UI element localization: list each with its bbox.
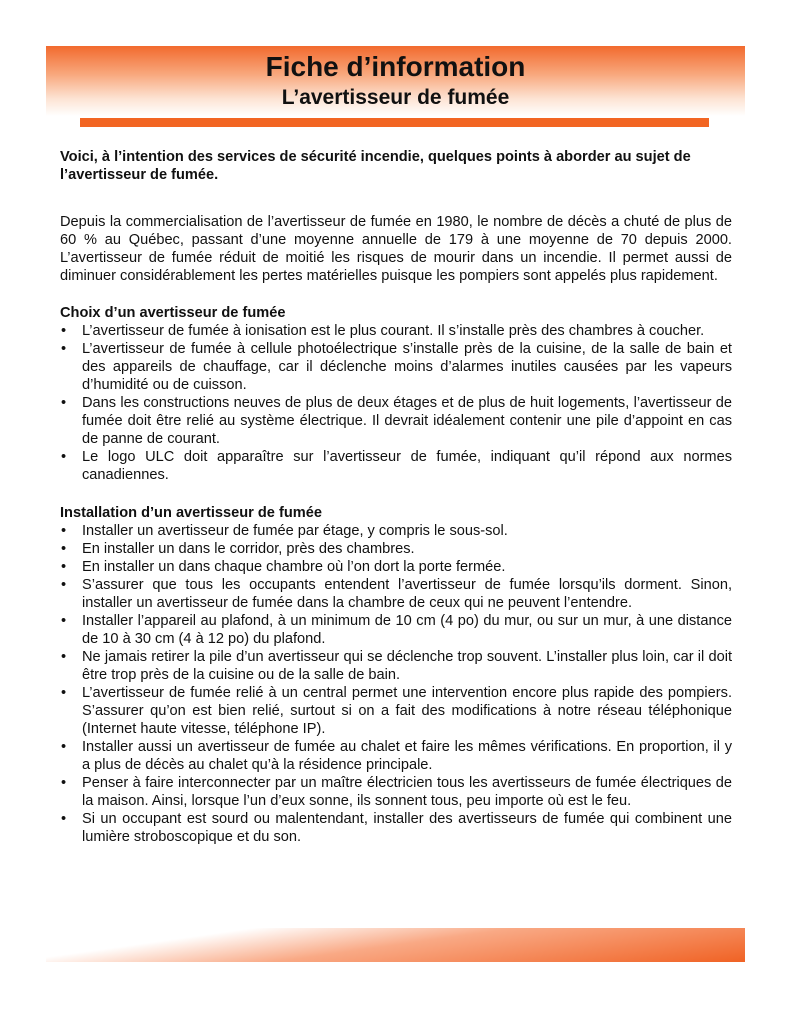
list-item-text: Dans les constructions neuves de plus de deux étages et de plus de huit logements, l’avertisseur de fumée doit être relié au système électrique. Il devrait idéalement contenir une pile d’appoint en cas de panne de courant. [82, 395, 732, 447]
bullet-icon: • [61, 811, 67, 827]
bullet-icon: • [61, 559, 67, 575]
bullet-icon: • [61, 577, 67, 593]
list-item [60, 738, 732, 774]
list-item [60, 340, 732, 394]
list-item [60, 540, 732, 558]
bullet-icon: • [61, 341, 67, 357]
list-item-text: L’avertisseur de fumée à ionisation est le plus courant. Il s’installe près des chambres à coucher. [82, 323, 705, 339]
bullet-icon: • [61, 395, 67, 411]
list-item-text: Installer un avertisseur de fumée par étage, y compris le sous-sol. [82, 523, 508, 539]
list-item [60, 558, 732, 576]
page-title: Fiche d’information [265, 51, 526, 82]
list-item [60, 774, 732, 810]
history-paragraph: Depuis la commercialisation de l’avertisseur de fumée en 1980, le nombre de décès a chuté de plus de 60 % au Québec, passant d’une moyenne annuelle de 179 à une moyenne de 70 depuis 2000. L’avertisseur de fumée réduit de moitié les risques de mourir dans un incendie. Il permet aussi de diminuer considérablement les pertes matérielles puisque les pompiers sont appelés plus rapidement. [60, 214, 732, 284]
list-item-text: Installer l’appareil au plafond, à un minimum de 10 cm (4 po) du mur, ou sur un mur, à une distance de 10 à 30 cm (4 à 12 po) du plafond. [82, 613, 732, 647]
document-body [60, 148, 732, 866]
header-divider [80, 118, 709, 127]
list-item [60, 522, 732, 540]
list-item-text: L’avertisseur de fumée à cellule photoélectrique s’installe près de la cuisine, de la salle de bain et des appareils de chauffage, car il déclenche moins d’alarmes inutiles causées par les vapeurs d’humidité ou de cuisson. [82, 341, 732, 393]
list-item-text: Si un occupant est sourd ou malentendant, installer des avertisseurs de fumée qui combinent une lumière stroboscopique et du son. [82, 811, 732, 845]
list-item-text: Ne jamais retirer la pile d’un avertisseur qui se déclenche trop souvent. L’installer plus loin, car il doit être trop près de la cuisine ou de la salle de bain. [82, 649, 732, 683]
section-heading-installation: Installation d’un avertisseur de fumée [60, 505, 322, 521]
list-item-text: S’assurer que tous les occupants entendent l’avertisseur de fumée lorsqu’ils dorment. Sinon, installer un avertisseur de fumée dans la chambre de ceux qui ne peuvent l’entendre. [82, 577, 732, 611]
list-item [60, 394, 732, 448]
list-item [60, 576, 732, 612]
list-item [60, 810, 732, 846]
list-item-text: L’avertisseur de fumée relié à un central permet une intervention encore plus rapide des pompiers. S’assurer qu’on est bien relié, surtout si on a fait des modifications à notre réseau téléphonique (Internet haute vitesse, téléphone IP). [82, 685, 732, 737]
bullet-icon: • [61, 649, 67, 665]
list-item [60, 612, 732, 648]
list-item-text: En installer un dans chaque chambre où l’on dort la porte fermée. [82, 559, 506, 575]
list-item-text: Le logo ULC doit apparaître sur l’avertisseur de fumée, indiquant qu’il répond aux normes canadiennes. [82, 449, 732, 483]
list-item [60, 322, 732, 340]
list-item [60, 648, 732, 684]
list-item-text: Penser à faire interconnecter par un maître électricien tous les avertisseurs de fumée électriques de la maison. Ainsi, lorsque l’un d’eux sonne, ils sonnent tous, peu importe où est le feu. [82, 775, 732, 809]
choix-list [60, 322, 732, 484]
list-item [60, 684, 732, 738]
page-subtitle: L’avertisseur de fumée [281, 86, 510, 109]
bullet-icon: • [61, 613, 67, 629]
intro-text: Voici, à l’intention des services de sécurité incendie, quelques points à aborder au sujet de l’avertisseur de fumée. [60, 149, 691, 183]
bullet-icon: • [61, 323, 67, 339]
bullet-icon: • [61, 541, 67, 557]
bullet-icon: • [61, 739, 67, 755]
bullet-icon: • [61, 775, 67, 791]
section-heading-choix: Choix d’un avertisseur de fumée [60, 305, 286, 321]
list-item-text: En installer un dans le corridor, près des chambres. [82, 541, 415, 557]
installation-list [60, 522, 732, 846]
list-item [60, 448, 732, 484]
footer-gradient-band [46, 928, 745, 962]
list-item-text: Installer aussi un avertisseur de fumée au chalet et faire les mêmes vérifications. En proportion, il y a plus de décès au chalet qu’à la résidence principale. [82, 739, 732, 773]
bullet-icon: • [61, 449, 67, 465]
bullet-icon: • [61, 685, 67, 701]
bullet-icon: • [61, 523, 67, 539]
